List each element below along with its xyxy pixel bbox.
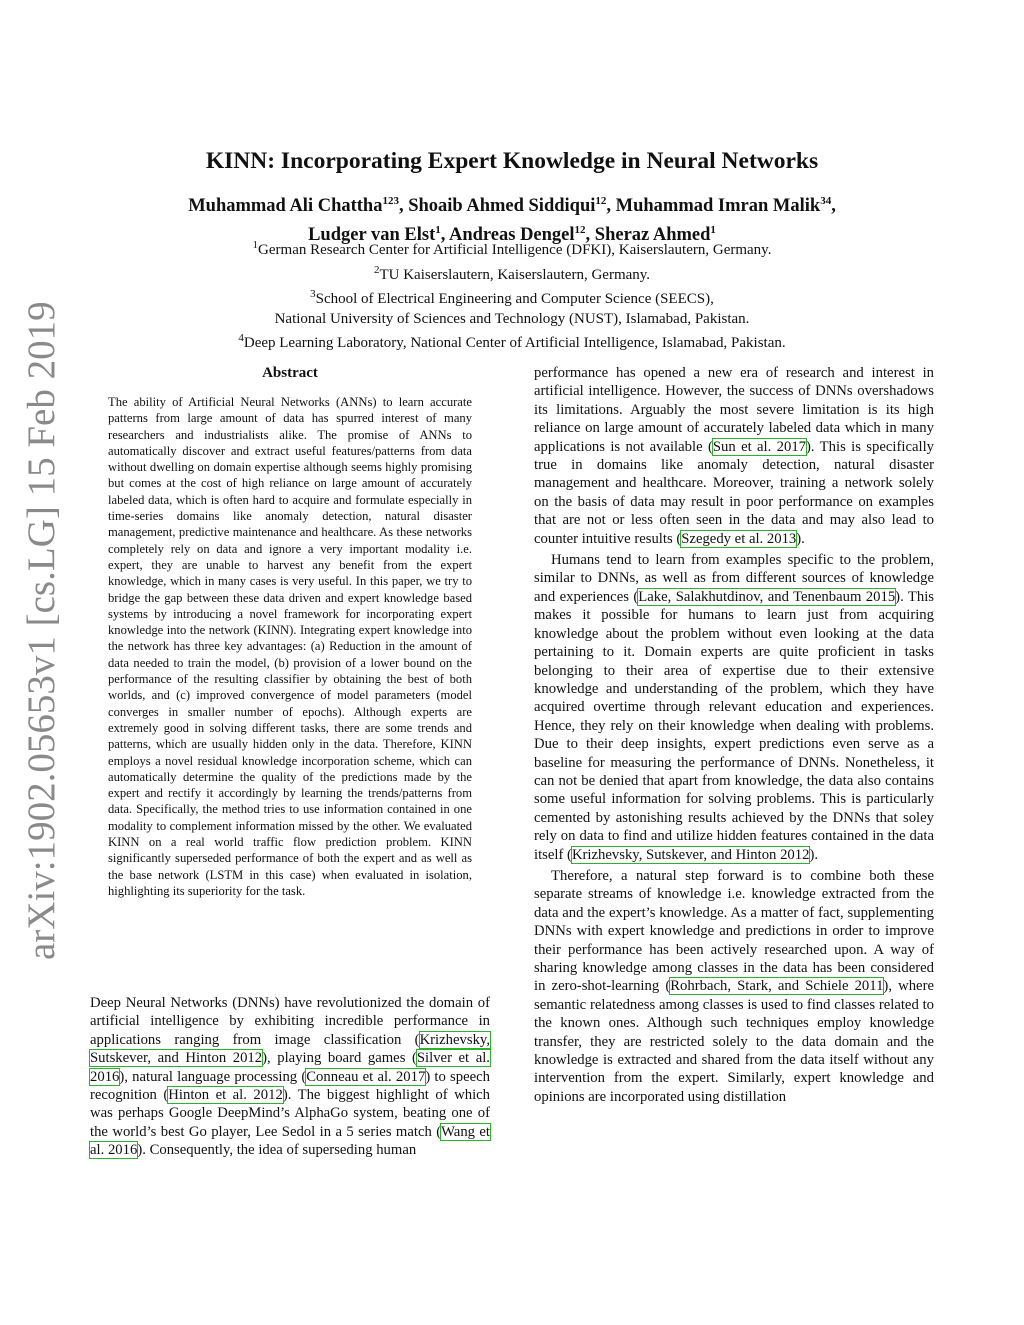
author-separator: , <box>440 225 449 246</box>
intro-paragraph <box>90 994 490 1160</box>
affiliation-number: 2 <box>373 263 380 276</box>
author-name: Ludger van Elst <box>308 225 436 246</box>
citation-link[interactable]: Conneau et al. 2017 <box>306 1068 426 1085</box>
body-text: ), natural language processing ( <box>119 1068 307 1085</box>
intro-left-column <box>90 994 490 1160</box>
intro-right-column <box>534 364 934 1106</box>
author-affiliation-mark: 12 <box>595 195 607 207</box>
author-separator: , <box>585 225 595 246</box>
author-name: Sheraz Ahmed <box>594 225 711 246</box>
arxiv-stamp: arXiv:1902.05653v1 [cs.LG] 15 Feb 2019 <box>20 301 63 960</box>
affiliation <box>0 285 1024 310</box>
intro-paragraph <box>534 364 934 548</box>
affiliation <box>0 310 1024 330</box>
citation-link[interactable]: Wang et al. 2016 <box>90 1123 490 1159</box>
body-text: ) to speech recognition ( <box>90 1068 490 1104</box>
citation-link[interactable]: Krizhevsky, Sutskever, and Hinton 2012 <box>571 846 810 863</box>
author-affiliation-mark: 123 <box>382 195 399 207</box>
body-text: performance has opened a new era of research and interest in artificial intelligence. However, the success of DNNs overshadows its limitations. Arguably the most severe limitation is its high reliance on large amount of accurately labeled data which in many applications is not available ( <box>534 365 934 455</box>
affiliation <box>0 236 1024 261</box>
body-text: ). This is specifically true in domains like anomaly detection, natural disaster management and healthcare. Moreover, training a network solely on the basis of data may result in poor performance on examples that are not or less often seen in the data and may also lead to counter intuitive results ( <box>534 438 934 547</box>
citation-link[interactable]: Sun et al. 2017 <box>712 438 807 455</box>
abstract-text: The ability of Artificial Neural Networks (ANNs) to learn accurate patterns from large amount of data has spurred interest of many researchers and industrialists alike. The promise of ANNs to automatically discover and extract useful features/patterns from data without dwelling on domain expertise although seems highly promising but comes at the cost of high reliance on large amount of accurately labeled data, which is often hard to acquire and formulate especially in time-series domains like anomaly detection, natural disaster management, predictive maintenance and healthcare. As these networks completely rely on data and ignore a very important modality i.e. expert, they are unable to harvest any benefit from the expert knowledge, which in many cases is very useful. In this paper, we try to bridge the gap between these data driven and expert knowledge based systems by introducing a novel framework for incorporating expert knowledge into the network (KINN). Integrating expert knowledge into the network has three key advantages: (a) Reduction in the amount of data needed to train the model, (b) provision of a lower bound on the performance of the resulting classifier by obtaining the best of both worlds, and (c) improved convergence of model parameters (model converges in smaller number of epochs). Although experts are extremely good in solving different tasks, there are some trends and patterns, which are usually hidden only in the data. Therefore, KINN employs a novel residual knowledge incorporation scheme, which can automatically determine the quality of the predictions made by the expert and rectify it accordingly by learning the trends/patterns from data. Specifically, the method tries to use information contained in one modality to complement information missed by the other. We evaluated KINN on a real world traffic flow prediction problem. KINN significantly superseded performance of both the expert and as well as the base network (LSTM in this case) when evaluated in isolation, highlighting its superiority for the task. <box>108 395 472 898</box>
abstract-heading: Abstract <box>262 365 318 381</box>
author-separator: , <box>831 196 836 217</box>
affiliation-number: 4 <box>238 332 244 344</box>
body-text: Humans tend to learn from examples specific to the problem, similar to DNNs, as well as from different sources of knowledge and experiences ( <box>534 552 934 605</box>
affiliation <box>0 261 1024 286</box>
author-separator: , <box>606 196 616 217</box>
intro-paragraph <box>534 551 934 864</box>
body-text: Therefore, a natural step forward is to combine both these separate streams of knowledge i.e. knowledge extracted from the data and the expert’s knowledge. As a matter of fact, supplementing DNNs with expert knowledge and predictions in order to improve their performance has been actively researched upon. A way of sharing knowledge among classes in the data has been considered in zero-shot-learning ( <box>534 867 934 995</box>
author-affiliation-mark: 34 <box>820 195 832 207</box>
author-name: Shoaib Ahmed Siddiqui <box>408 196 596 217</box>
author-affiliation-mark: 1 <box>710 224 716 237</box>
citation-link[interactable]: Lake, Salakhutdinov, and Tenenbaum 2015 <box>638 588 896 605</box>
citation-link[interactable]: Silver et al. 2016 <box>90 1050 490 1085</box>
affiliation-text: National University of Sciences and Technology (NUST), Islamabad, Pakistan. <box>274 310 750 327</box>
author-name: Muhammad Ali Chattha <box>188 196 383 217</box>
affiliation-text: TU Kaiserslautern, Kaiserslautern, Germany. <box>379 266 651 283</box>
body-text: Deep Neural Networks (DNNs) have revolutionized the domain of artificial intelligence by exhibiting incredible performance in applications ranging from image classification ( <box>90 995 490 1048</box>
affiliation-text: School of Electrical Engineering and Computer Science (SEECS), <box>315 291 714 307</box>
citation-link[interactable]: Krizhevsky, Sutskever, and Hinton 2012 <box>90 1031 490 1067</box>
citation-link[interactable]: Hinton et al. 2012 <box>168 1087 283 1104</box>
body-text: ). Consequently, the idea of superseding human <box>137 1142 417 1159</box>
affiliation-number: 3 <box>310 288 316 300</box>
body-text: ), playing board games ( <box>262 1050 417 1067</box>
author-separator: , <box>398 196 409 217</box>
affiliation-text: Deep Learning Laboratory, National Center of Artificial Intelligence, Islamabad, Pakistan. <box>243 335 786 351</box>
author-name: Muhammad Imran Malik <box>615 196 821 217</box>
body-text: ). <box>809 846 819 863</box>
author-name: Andreas Dengel <box>448 225 575 246</box>
author-affiliation-mark: 12 <box>574 224 586 237</box>
body-text: ), where semantic relatedness among classes is used to find classes related to the known ones. Although such techniques employ knowledge transfer, they are restricted solely to the data domain and the knowledge is extracted and shared from the data itself without any intervention from the expert. Similarly, expert knowledge and opinions are incorporated using distillation <box>534 978 934 1105</box>
paper-title: KINN: Incorporating Expert Knowledge in Neural Networks <box>205 148 819 174</box>
author-affiliation-mark: 1 <box>435 224 441 237</box>
body-text: ). This makes it possible for humans to learn just from acquiring knowledge about the problem without even looking at the data pertaining to it. Domain experts are quite proficient in tasks belonging to their area of expertise due to their extensive knowledge and understanding of the problem, which they have acquired overtime through relevant education and experiences. Hence, they rely on their knowledge when dealing with problems. Due to their deep insights, expert predictions even serve as a baseline for measuring the performance of DNNs. Nonetheless, it can not be denied that apart from knowledge, the data also contains some useful information for solving problems. This is particularly cemented by astonishing results achieved by the DNNs that soley rely on data to find and utilize hidden features contained in the data itself ( <box>534 588 935 863</box>
citation-link[interactable]: Rohrbach, Stark, and Schiele 2011 <box>670 978 884 995</box>
intro-paragraph <box>534 867 934 1106</box>
affiliation-text: German Research Center for Artificial Intelligence (DFKI), Kaiserslautern, Germany. <box>258 242 772 258</box>
citation-link[interactable]: Szegedy et al. 2013 <box>681 530 797 547</box>
body-text: ). The biggest highlight of which was perhaps Google DeepMind’s AlphaGo system, beating one of the world’s best Go player, Lee Sedol in a 5 series match ( <box>90 1087 491 1140</box>
affiliation <box>0 329 1024 354</box>
affiliation-number: 1 <box>252 239 259 251</box>
affiliation-list <box>0 236 1024 354</box>
body-text: ). <box>796 530 805 547</box>
